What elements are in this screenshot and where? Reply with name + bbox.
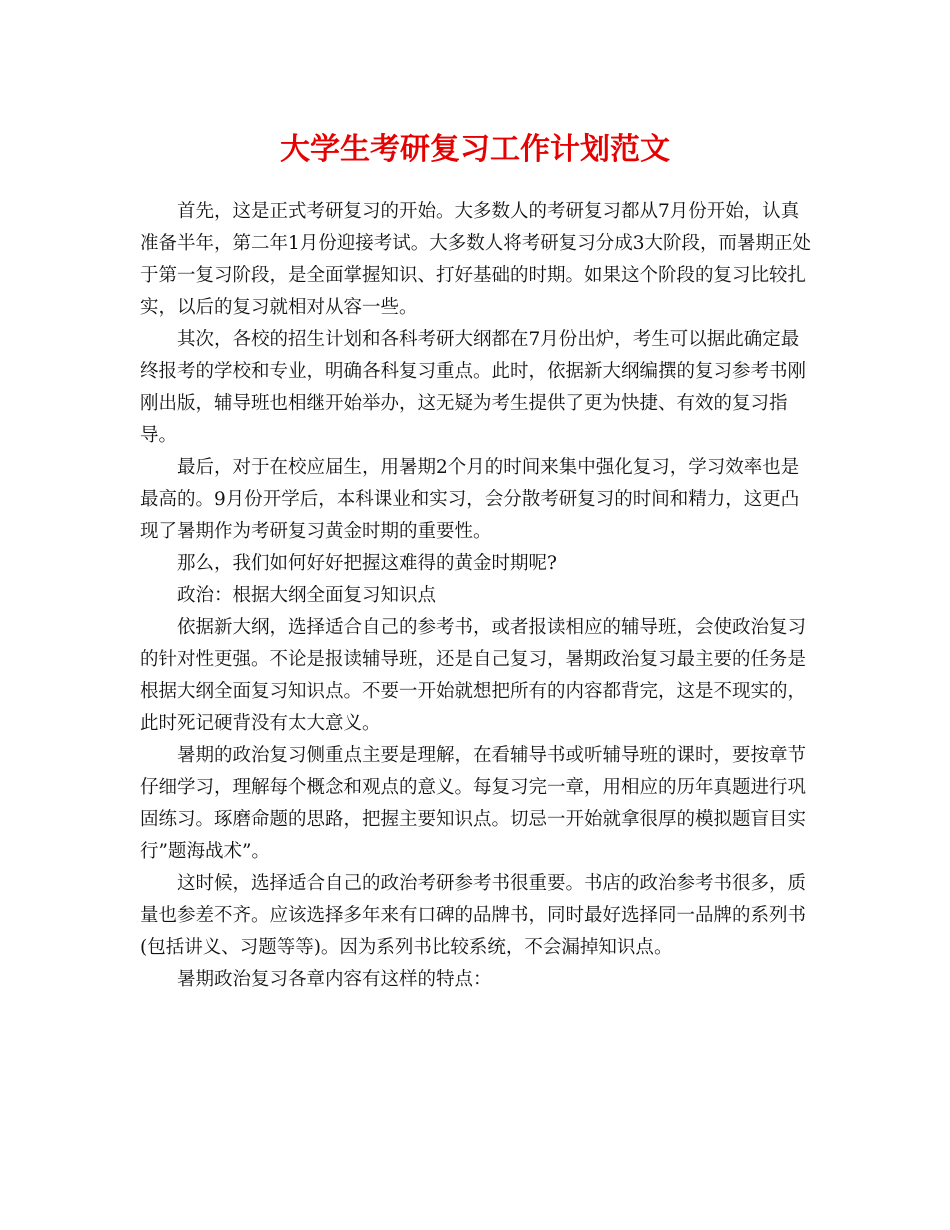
paragraph: 暑期的政治复习侧重点主要是理解，在看辅导书或听辅导班的课时，要按章节仔细学习，理解每个概念和观点的意义。每复习完一章，用相应的历年真题进行巩固练习。琢磨命题的思路，把握主要知识点。切忌一开始就拿很厚的模拟题盲目实行”题海战术”。 [140,745,807,862]
paragraph: 那么，我们如何好好把握这难得的黄金时期呢? [177,553,557,574]
paragraph: 其次，各校的招生计划和各科考研大纲都在7月份出炉，考生可以据此确定最终报考的学校和专业，明确各科复习重点。此时，依据新大纲编撰的复习参考书刚刚出版，辅导班也相继开始举办，这无疑为考生提供了更为快捷、有效的复习指导。 [140,329,807,446]
paragraph: 首先，这是正式考研复习的开始。大多数人的考研复习都从7月份开始，认真准备半年，第二年1月份迎接考试。大多数人将考研复习分成3大阶段，而暑期正处于第一复习阶段，是全面掌握知识、打好基础的时期。如果这个阶段的复习比较扎实，以后的复习就相对从容一些。 [140,201,812,318]
document-body [140,196,812,996]
paragraph: 这时候，选择适合自己的政治考研参考书很重要。书店的政治参考书很多，质量也参差不齐。应该选择多年来有口碑的品牌书，同时最好选择同一品牌的系列书(包括讲义、习题等等)。因为系列书比较系统，不会漏掉知识点。 [140,873,807,958]
paragraph: 依据新大纲，选择适合自己的参考书，或者报读相应的辅导班，会使政治复习的针对性更强。不论是报读辅导班，还是自己复习，暑期政治复习最主要的任务是根据大纲全面复习知识点。不要一开始就想把所有的内容都背完，这是不现实的，此时死记硬背没有太大意义。 [140,617,807,734]
paragraph: 最后，对于在校应届生，用暑期2个月的时间来集中强化复习，学习效率也是最高的。9月份开学后，本科课业和实习，会分散考研复习的时间和精力，这更凸现了暑期作为考研复习黄金时期的重要性。 [140,457,800,542]
paragraph: 暑期政治复习各章内容有这样的特点： [177,969,492,990]
document-title: 大学生考研复习工作计划范文 [280,132,670,167]
section-heading-politics: 政治：根据大纲全面复习知识点 [177,585,437,606]
